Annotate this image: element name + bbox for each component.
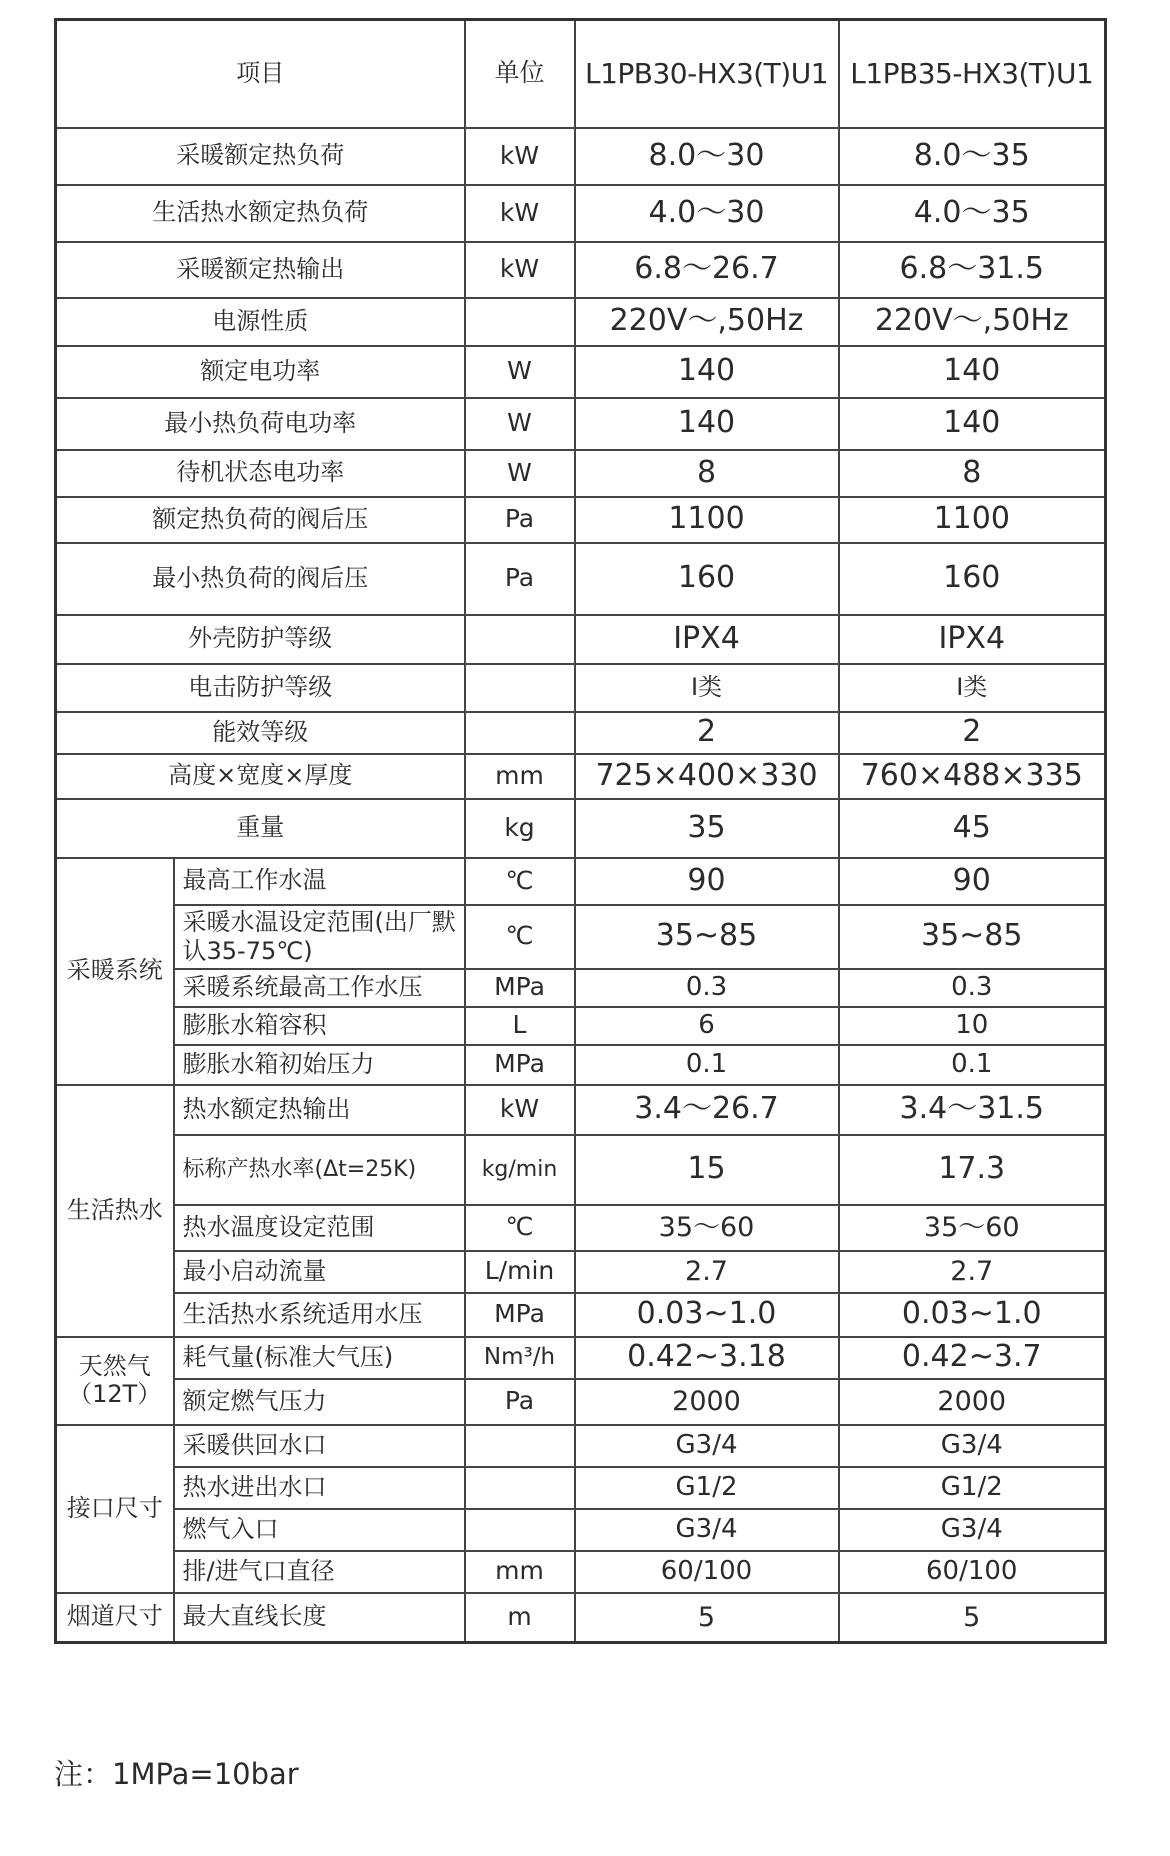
row-value-a: 60/100 [575, 1551, 839, 1593]
row-value-a: 725×400×330 [575, 754, 839, 799]
row-label: 待机状态电功率 [56, 450, 465, 497]
row-unit: Pa [465, 1379, 575, 1425]
row-label: 能效等级 [56, 712, 465, 754]
row-unit: ℃ [465, 858, 575, 905]
row-value-a: 5 [575, 1593, 839, 1643]
row-value-a: 140 [575, 398, 839, 450]
group-dhw-label: 生活热水 [56, 1085, 174, 1337]
row-value-b: G1/2 [839, 1467, 1106, 1509]
row-unit: mm [465, 754, 575, 799]
row-value-b: 140 [839, 346, 1106, 398]
table-row [56, 905, 1106, 969]
row-value-a: 6 [575, 1007, 839, 1045]
row-value-b: 140 [839, 398, 1106, 450]
row-label: 最小启动流量 [174, 1251, 465, 1293]
row-label: 外壳防护等级 [56, 615, 465, 664]
table-row [56, 1085, 1106, 1135]
row-value-b: 0.3 [839, 969, 1106, 1007]
row-label: 采暖水温设定范围(出厂默认35-75℃) [174, 905, 465, 969]
table-row [56, 1007, 1106, 1045]
row-value-b: G3/4 [839, 1425, 1106, 1467]
row-value-a: 35 [575, 799, 839, 858]
table-row [56, 1379, 1106, 1425]
table-row [56, 450, 1106, 497]
table-row [56, 799, 1106, 858]
row-label: 采暖系统最高工作水压 [174, 969, 465, 1007]
row-unit: L/min [465, 1251, 575, 1293]
row-unit: W [465, 398, 575, 450]
row-unit [465, 712, 575, 754]
row-value-b: 0.42~3.7 [839, 1337, 1106, 1379]
row-value-b: 1100 [839, 497, 1106, 543]
row-unit: MPa [465, 1293, 575, 1337]
row-unit: W [465, 346, 575, 398]
row-label: 高度×宽度×厚度 [56, 754, 465, 799]
row-label: 膨胀水箱初始压力 [174, 1045, 465, 1085]
row-value-a: 2.7 [575, 1251, 839, 1293]
row-unit: kW [465, 185, 575, 242]
row-value-a: 4.0～30 [575, 185, 839, 242]
group-flue-label: 烟道尺寸 [56, 1593, 174, 1643]
row-value-a: 220V～,50Hz [575, 298, 839, 346]
row-label: 最大直线长度 [174, 1593, 465, 1643]
row-value-b: 2000 [839, 1379, 1106, 1425]
row-value-b: 6.8～31.5 [839, 242, 1106, 298]
row-unit: kW [465, 128, 575, 185]
table-row [56, 1293, 1106, 1337]
row-value-b: 5 [839, 1593, 1106, 1643]
row-label: 重量 [56, 799, 465, 858]
header-model-b: L1PB35-HX3(T)U1 [839, 20, 1106, 128]
table-row [56, 1135, 1106, 1205]
row-value-a: 0.1 [575, 1045, 839, 1085]
row-label: 燃气入口 [174, 1509, 465, 1551]
row-unit [465, 298, 575, 346]
row-value-a: 0.42~3.18 [575, 1337, 839, 1379]
table-row [56, 346, 1106, 398]
row-label: 生活热水系统适用水压 [174, 1293, 465, 1337]
row-value-a: 15 [575, 1135, 839, 1205]
table-row [56, 1551, 1106, 1593]
row-unit: Pa [465, 543, 575, 615]
row-value-b: 10 [839, 1007, 1106, 1045]
row-label: 额定热负荷的阀后压 [56, 497, 465, 543]
row-value-a: G1/2 [575, 1467, 839, 1509]
group-heating-label: 采暖系统 [56, 858, 174, 1085]
table-row [56, 858, 1106, 905]
table-row [56, 969, 1106, 1007]
table-row [56, 1593, 1106, 1643]
row-value-b: 8.0～35 [839, 128, 1106, 185]
row-value-a: 8.0～30 [575, 128, 839, 185]
table-row [56, 242, 1106, 298]
row-unit: L [465, 1007, 575, 1045]
spec-table [54, 18, 1107, 1644]
table-row [56, 185, 1106, 242]
row-unit [465, 1425, 575, 1467]
row-unit: ℃ [465, 905, 575, 969]
row-value-b: 8 [839, 450, 1106, 497]
row-value-a: 8 [575, 450, 839, 497]
row-unit [465, 1509, 575, 1551]
row-unit: kg [465, 799, 575, 858]
row-label: 最小热负荷的阀后压 [56, 543, 465, 615]
row-label: 热水温度设定范围 [174, 1205, 465, 1251]
row-value-a: 1100 [575, 497, 839, 543]
table-row [56, 497, 1106, 543]
table-row [56, 1045, 1106, 1085]
table-row [56, 1425, 1106, 1467]
row-label: 采暖额定热负荷 [56, 128, 465, 185]
row-value-a: 0.03~1.0 [575, 1293, 839, 1337]
row-value-b: 60/100 [839, 1551, 1106, 1593]
table-row [56, 615, 1106, 664]
row-value-b: 35~85 [839, 905, 1106, 969]
row-value-b: 0.03~1.0 [839, 1293, 1106, 1337]
row-label: 最小热负荷电功率 [56, 398, 465, 450]
row-label: 电源性质 [56, 298, 465, 346]
row-value-a: 2 [575, 712, 839, 754]
row-value-a: 160 [575, 543, 839, 615]
row-value-a: 90 [575, 858, 839, 905]
row-label: 排/进气口直径 [174, 1551, 465, 1593]
row-unit: W [465, 450, 575, 497]
row-unit: kW [465, 242, 575, 298]
header-model-a: L1PB30-HX3(T)U1 [575, 20, 839, 128]
row-value-b: 4.0～35 [839, 185, 1106, 242]
row-unit [465, 615, 575, 664]
row-label: 热水进出水口 [174, 1467, 465, 1509]
row-label: 耗气量(标准大气压) [174, 1337, 465, 1379]
row-label: 标称产热水率(Δt=25K) [174, 1135, 465, 1205]
table-row [56, 754, 1106, 799]
row-value-b: 2.7 [839, 1251, 1106, 1293]
row-unit: kg/min [465, 1135, 575, 1205]
row-label: 电击防护等级 [56, 664, 465, 712]
row-label: 采暖供回水口 [174, 1425, 465, 1467]
row-value-b: 3.4～31.5 [839, 1085, 1106, 1135]
row-label: 额定电功率 [56, 346, 465, 398]
row-unit: ℃ [465, 1205, 575, 1251]
row-value-b: 2 [839, 712, 1106, 754]
row-value-a: IPX4 [575, 615, 839, 664]
row-value-b: 160 [839, 543, 1106, 615]
row-value-b: 35～60 [839, 1205, 1106, 1251]
row-value-a: 2000 [575, 1379, 839, 1425]
group-connections-label: 接口尺寸 [56, 1425, 174, 1593]
row-unit [465, 664, 575, 712]
row-value-b: 0.1 [839, 1045, 1106, 1085]
row-label: 膨胀水箱容积 [174, 1007, 465, 1045]
row-unit: MPa [465, 1045, 575, 1085]
group-gas-label: 天然气（12T） [56, 1337, 174, 1425]
row-value-b: 17.3 [839, 1135, 1106, 1205]
table-row [56, 712, 1106, 754]
table-row [56, 1337, 1106, 1379]
row-unit: Nm³/h [465, 1337, 575, 1379]
header-unit: 单位 [465, 20, 575, 128]
table-row [56, 1509, 1106, 1551]
row-value-a: 35~85 [575, 905, 839, 969]
table-row [56, 1467, 1106, 1509]
table-row [56, 1205, 1106, 1251]
row-unit: m [465, 1593, 575, 1643]
table-row [56, 543, 1106, 615]
table-row [56, 1251, 1106, 1293]
row-unit [465, 1467, 575, 1509]
table-row [56, 398, 1106, 450]
row-value-b: I类 [839, 664, 1106, 712]
row-value-b: 220V～,50Hz [839, 298, 1106, 346]
row-value-a: 6.8～26.7 [575, 242, 839, 298]
row-label: 热水额定热输出 [174, 1085, 465, 1135]
row-value-b: 45 [839, 799, 1106, 858]
row-value-a: 140 [575, 346, 839, 398]
header-item: 项目 [56, 20, 465, 128]
row-value-b: 90 [839, 858, 1106, 905]
table-row [56, 298, 1106, 346]
row-label: 采暖额定热输出 [56, 242, 465, 298]
row-value-a: 35～60 [575, 1205, 839, 1251]
row-value-a: 0.3 [575, 969, 839, 1007]
row-label: 额定燃气压力 [174, 1379, 465, 1425]
row-label: 生活热水额定热负荷 [56, 185, 465, 242]
row-unit: mm [465, 1551, 575, 1593]
row-value-b: IPX4 [839, 615, 1106, 664]
row-value-b: G3/4 [839, 1509, 1106, 1551]
row-unit: Pa [465, 497, 575, 543]
row-value-a: G3/4 [575, 1509, 839, 1551]
footnote: 注：1MPa=10bar [54, 1757, 299, 1791]
row-value-b: 760×488×335 [839, 754, 1106, 799]
row-value-a: 3.4～26.7 [575, 1085, 839, 1135]
header-row [56, 20, 1106, 128]
row-label: 最高工作水温 [174, 858, 465, 905]
row-value-a: I类 [575, 664, 839, 712]
row-value-a: G3/4 [575, 1425, 839, 1467]
table-row [56, 128, 1106, 185]
table-row [56, 664, 1106, 712]
row-unit: kW [465, 1085, 575, 1135]
row-unit: MPa [465, 969, 575, 1007]
